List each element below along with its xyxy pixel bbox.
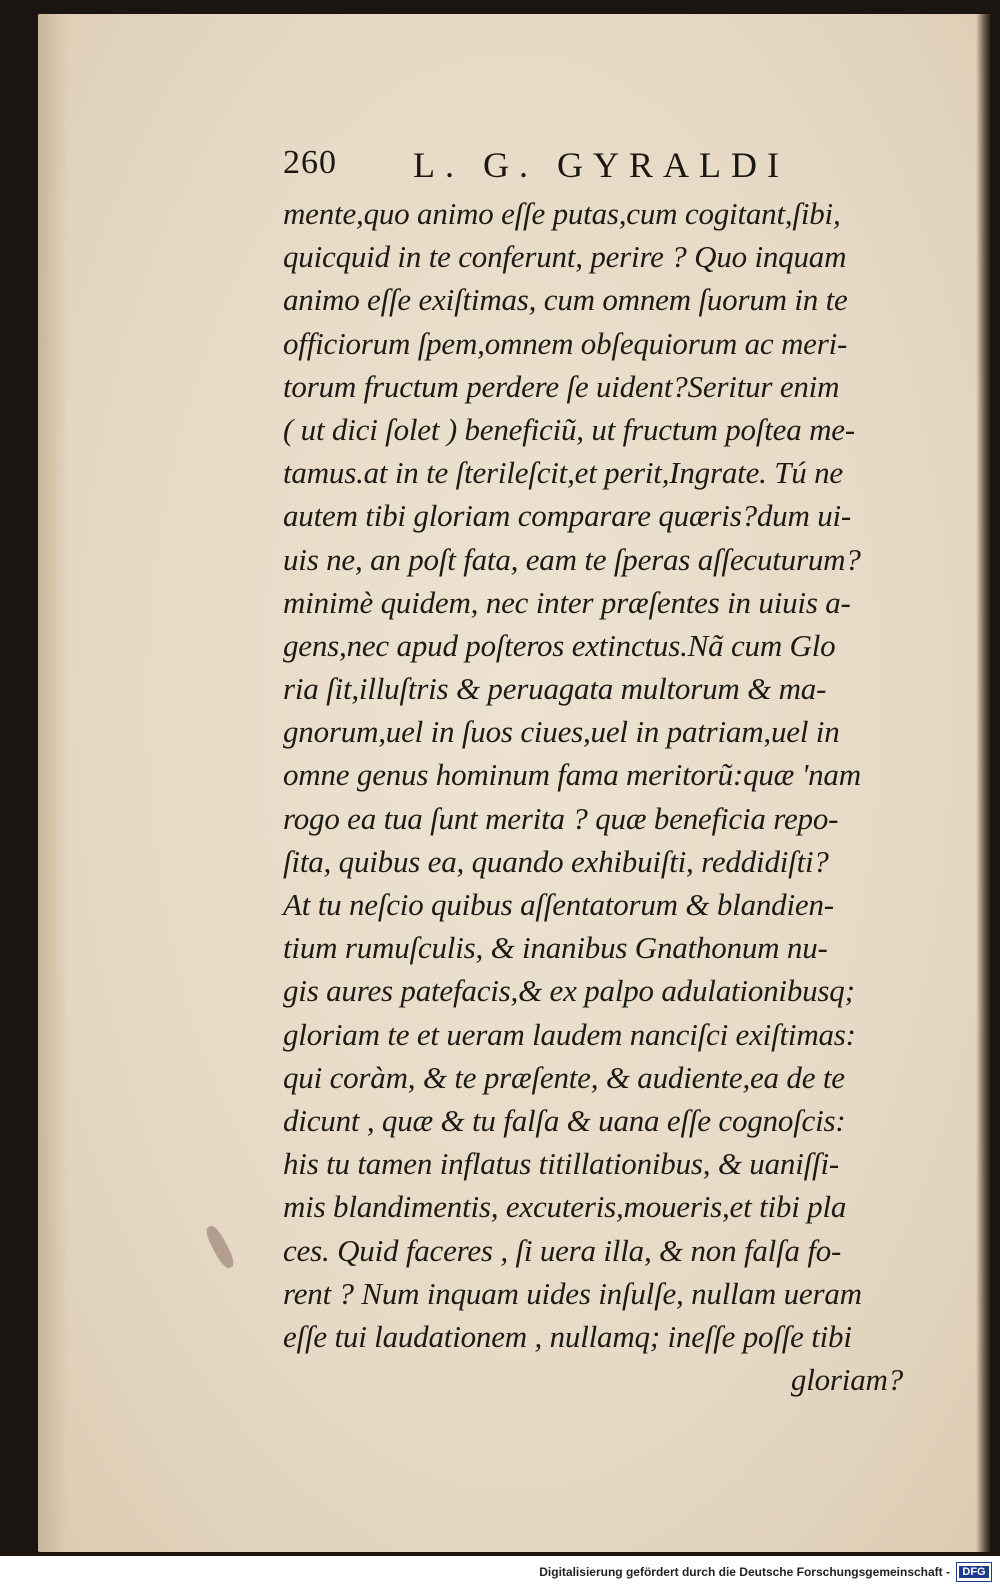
text-line: torum fructum perdere ſe uident?Seritur enim [283,368,840,404]
text-line: ſita, quibus ea, quando exhibuiſti, reddidiſti? [283,843,829,879]
page-header [283,144,843,194]
footer-bar [0,1556,1000,1589]
running-head: L. G. GYRALDI [413,145,789,185]
stain-mark [203,1223,237,1270]
text-line: dicunt , quæ & tu falſa & uana eſſe cognoſcis: [283,1102,846,1138]
text-line: tamus.at in te ſterileſcit,et perit,Ingrate. Tú ne [283,455,843,491]
text-line: officiorum ſpem,omnem obſequiorum ac meri- [283,325,848,361]
text-line: tium rumuſculis, & inanibus Gnathonum nu- [283,930,828,966]
text-line: mis blandimentis, excuteris,moueris,et tibi pla [283,1189,847,1225]
text-line: gloriam? [790,1362,903,1398]
text-line: gnorum,uel in ſuos ciues,uel in patriam,uel in [283,714,840,750]
page-number: 260 [283,144,337,181]
text-line: ces. Quid faceres , ſi uera illa, & non falſa fo- [283,1232,842,1268]
text-line: gloriam te et ueram laudem nanciſci exiſtimas: [283,1016,856,1052]
text-line: mente,quo animo eſſe putas,cum cogitant,ſibi, [283,196,841,231]
text-line: gis aures patefacis,& ex palpo adulationibusq; [283,973,855,1009]
text-line: autem tibi gloriam comparare quæris?dum ui- [283,498,852,534]
text-line: uis ne, an poſt fata, eam te ſperas aſſecuturum? [283,541,861,577]
text-line: At tu neſcio quibus aſſentatorum & blandien- [283,887,834,922]
text-line: his tu tamen inflatus titillationibus, & uaniſſi- [283,1146,839,1182]
text-line: ria ſit,illuſtris & peruagata multorum & ma- [283,671,827,707]
dfg-logo-icon: DFG [956,1562,992,1582]
text-line: rent ? Num inquam uides inſulſe, nullam ueram [283,1275,862,1311]
text-line: ( ut dici ſolet ) beneficiũ, ut fructum poſtea me- [283,411,855,447]
text-block [283,192,943,1401]
page-gutter-shadow [38,14,68,1552]
text-line: gens,nec apud poſteros extinctus.Nã cum Glo [283,627,836,663]
text-line: minimè quidem, nec inter præſentes in uiuis a- [283,584,851,620]
page-edge [976,14,990,1552]
text-line: eſſe tui laudationem , nullamq; ineſſe poſſe tibi [283,1318,852,1354]
text-line: quicquid in te conferunt, perire ? Quo inquam [283,239,847,275]
text-line: rogo ea tua ſunt merita ? quæ beneficia repo- [283,800,839,836]
text-line: omne genus hominum fama meritorũ:quæ 'nam [283,757,861,793]
text-line: qui coràm, & te præſente, & audiente,ea de te [283,1059,845,1095]
funding-credit: Digitalisierung gefördert durch die Deutsche Forschungsgemeinschaft - [539,1565,950,1579]
text-line: animo eſſe exiſtimas, cum omnem ſuorum in te [283,282,848,318]
